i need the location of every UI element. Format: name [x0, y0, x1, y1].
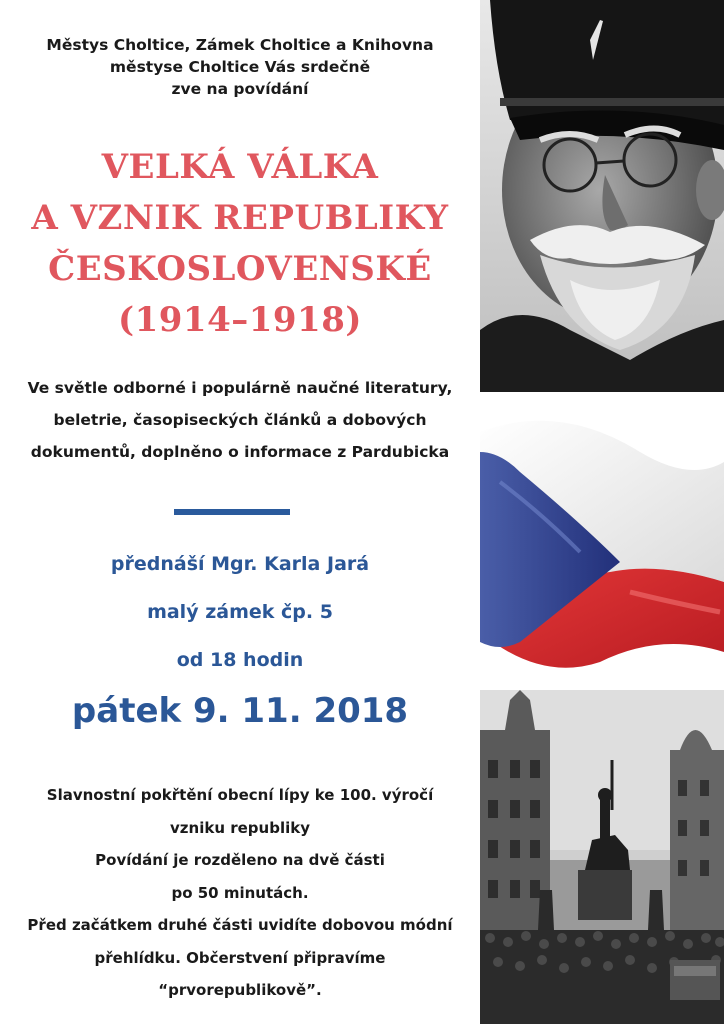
intro-line: Městys Choltice, Zámek Choltice a Knihovna: [46, 36, 434, 54]
note-line: po 50 minutách.: [171, 883, 309, 902]
description-line: beletrie, časopiseckých článků a dobových: [53, 411, 427, 429]
note-line: vzniku republiky: [170, 818, 310, 837]
poster-title: [0, 142, 480, 346]
czechoslovak-flag-image: [480, 392, 724, 690]
event-notes: [0, 779, 480, 1007]
note-line: Před začátkem druhé části uvidíte dobovou módní: [27, 916, 453, 934]
title-line: VELKÁ VÁLKA: [101, 147, 379, 187]
divider-bar: [174, 509, 290, 515]
title-line: (1914–1918): [118, 300, 362, 340]
note-line: Slavnostní pokřtění obecní lípy ke 100. výročí: [46, 786, 434, 804]
title-line: ČESKOSLOVENSKÉ: [48, 249, 432, 289]
intro-line: zve na povídání: [171, 80, 309, 98]
description-line: Ve světle odborné i populárně naučné literatury,: [27, 379, 453, 397]
note-line: přehlídku. Občerstvení připravíme: [94, 948, 386, 967]
note-line: Povídání je rozděleno na dvě části: [95, 851, 385, 869]
venue-line: malý zámek čp. 5: [147, 601, 333, 623]
intro-line: městyse Choltice Vás srdečně: [109, 58, 371, 76]
note-line: “prvorepublikově”.: [158, 981, 322, 999]
event-description: [0, 372, 480, 468]
event-details: [0, 540, 480, 684]
time-line: od 18 hodin: [176, 649, 304, 671]
portrait-photo: [480, 0, 724, 392]
speaker-line: přednáší Mgr. Karla Jará: [110, 553, 370, 575]
historic-square-photo: [480, 690, 724, 1024]
description-line: dokumentů, doplněno o informace z Pardubicka: [30, 443, 450, 461]
event-date: pátek 9. 11. 2018: [71, 691, 409, 731]
image-column: [480, 0, 724, 1024]
invitation-intro: [0, 34, 480, 100]
title-line: A VZNIK REPUBLIKY: [31, 198, 449, 238]
